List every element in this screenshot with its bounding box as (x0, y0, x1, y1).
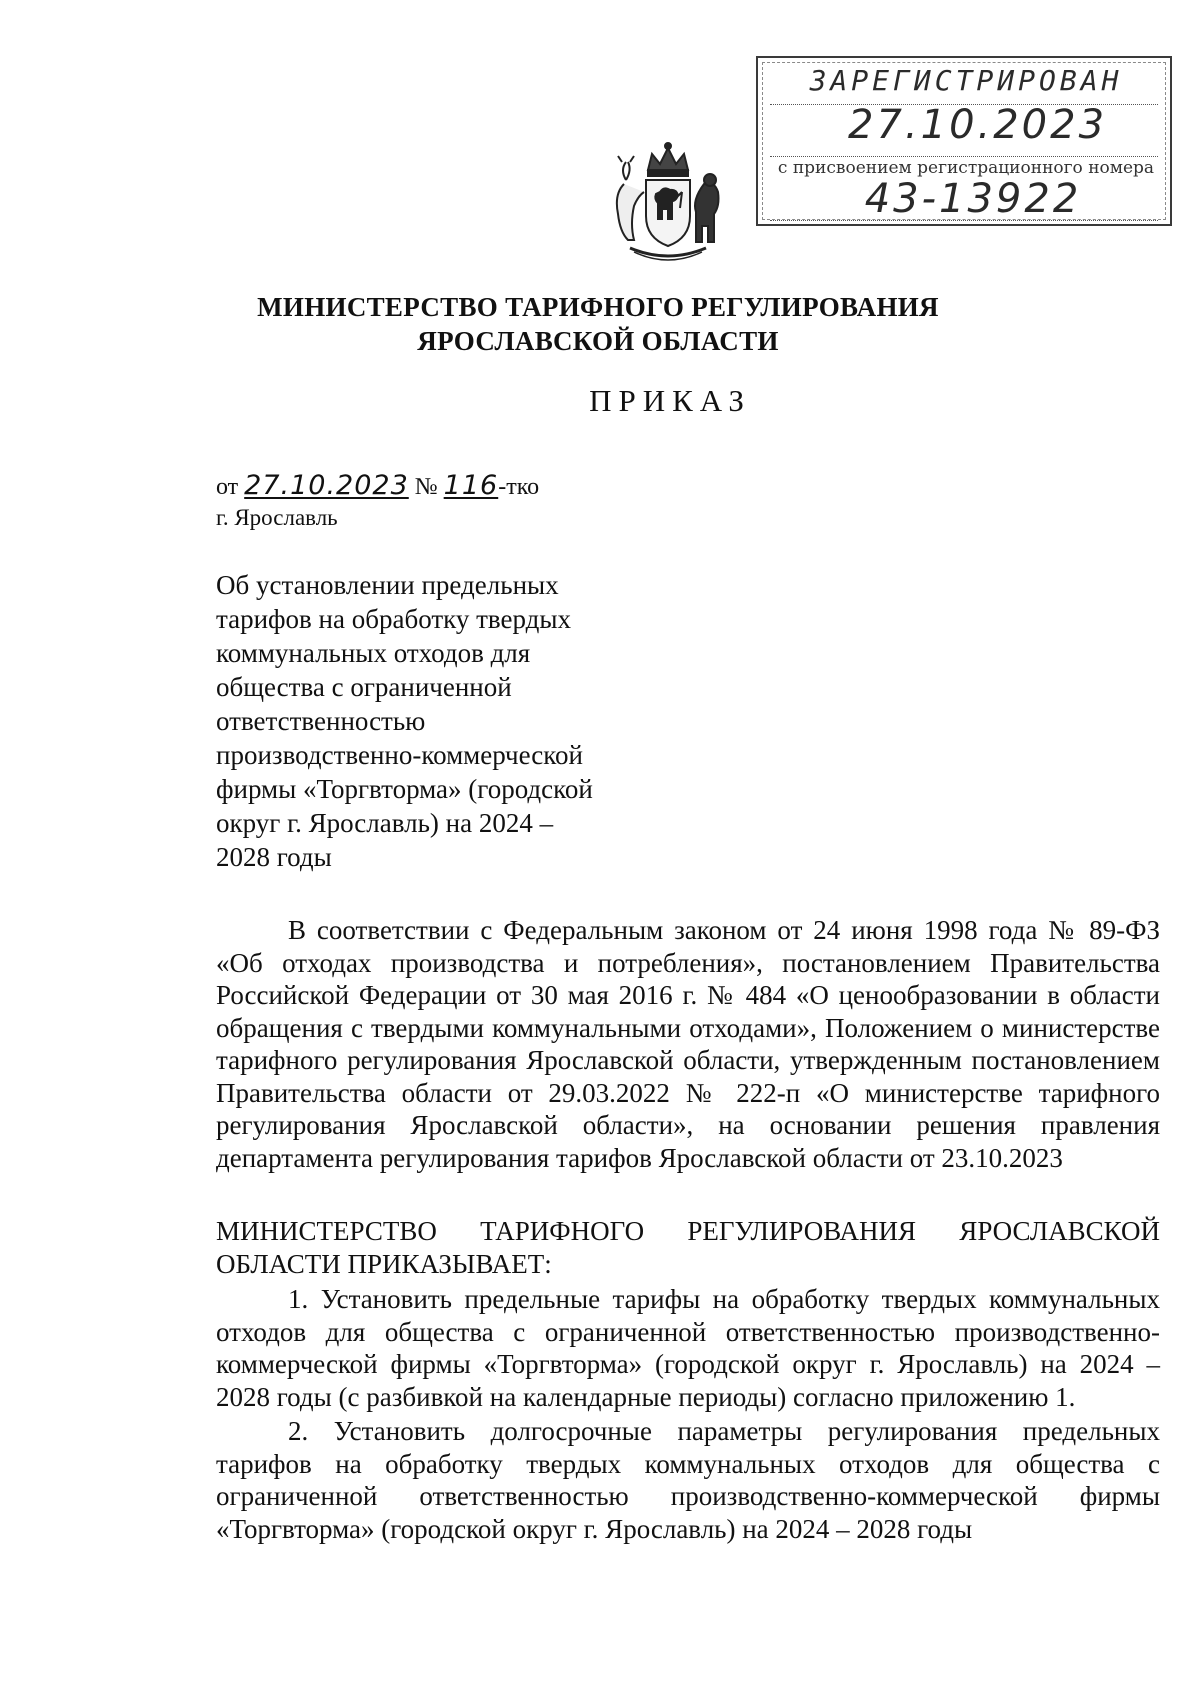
date-prefix: от (216, 474, 239, 500)
subject-line: Об установлении предельных (216, 570, 559, 600)
ministry-name-line-2: ЯРОСЛАВСКОЙ ОБЛАСТИ (417, 326, 779, 356)
stamp-registration-number: 43-13922 (864, 176, 1082, 222)
city: г. Ярославль (216, 505, 338, 530)
stamp-divider (770, 156, 1158, 157)
order-subject (216, 568, 646, 874)
order-item-2: 2. Установить долгосрочные параметры регулирования предельных тарифов на обработку твердых коммунальных отходов для общества с ограниченной ответственностью производственно-коммерческой фирмы «Торгвторма» (городской округ г. Ярославль) на 2024 – 2028 годы (216, 1416, 1160, 1544)
ministry-name-line-1: МИНИСТЕРСТВО ТАРИФНОГО РЕГУЛИРОВАНИЯ (257, 292, 939, 322)
subject-line: тарифов на обработку твердых (216, 604, 572, 634)
subject-line: 2028 годы (216, 842, 332, 872)
order-date: 27.10.2023 (244, 470, 409, 501)
stamp-caption: с присвоением регистрационного номера (777, 158, 1155, 178)
number-sign: № (414, 474, 438, 500)
stamp-divider (770, 220, 1158, 221)
order-item-1: 1. Установить предельные тарифы на обработку твердых коммунальных отходов для общества с ограниченной ответственностью производственно-коммерческой фирмы «Торгвторма» (городской округ г. Ярославль) на 2024 – 2028 годы (с разбивкой на календарные периоды) согласно приложению 1. (216, 1284, 1160, 1412)
order-number: 116 (443, 470, 499, 501)
subject-line: производственно-коммерческой (216, 740, 583, 770)
decree-statement: МИНИСТЕРСТВО ТАРИФНОГО РЕГУЛИРОВАНИЯ ЯРОСЛАВСКОЙ ОБЛАСТИ ПРИКАЗЫВАЕТ: (216, 1216, 1160, 1279)
subject-line: коммунальных отходов для (216, 638, 531, 668)
subject-line: ответственностью (216, 706, 426, 736)
stamp-date: 27.10.2023 (848, 102, 1108, 148)
document-type: ПРИКАЗ (589, 383, 751, 418)
coat-of-arms-emblem (604, 140, 732, 268)
subject-line: общества с ограниченной (216, 672, 512, 702)
registration-stamp (756, 56, 1172, 226)
stamp-title: ЗАРЕГИСТРИРОВАН (809, 64, 1123, 97)
date-number-line (216, 470, 539, 501)
subject-line: округ г. Ярославль) на 2024 – (216, 808, 554, 838)
stamp-divider (770, 104, 1158, 105)
subject-line: фирмы «Торгвторма» (городской (216, 774, 593, 804)
legal-basis-paragraph: В соответствии с Федеральным законом от 24 июня 1998 года № 89-ФЗ «Об отходах производства и потребления», постановлением Правительства Российской Федерации от 30 мая 2016 г. № 484 «О ценообразовании в области обращения с твердыми коммунальными отходами», Положением о министерстве тарифного регулирования Ярославской области, утвержденным постановлением Правительства области от 29.03.2022 № 222-п «О министерстве тарифного регулирования Ярославской области», на основании решения правления департамента регулирования тарифов Ярославской области от 23.10.2023 (216, 915, 1160, 1173)
order-number-suffix: -тко (498, 474, 540, 500)
